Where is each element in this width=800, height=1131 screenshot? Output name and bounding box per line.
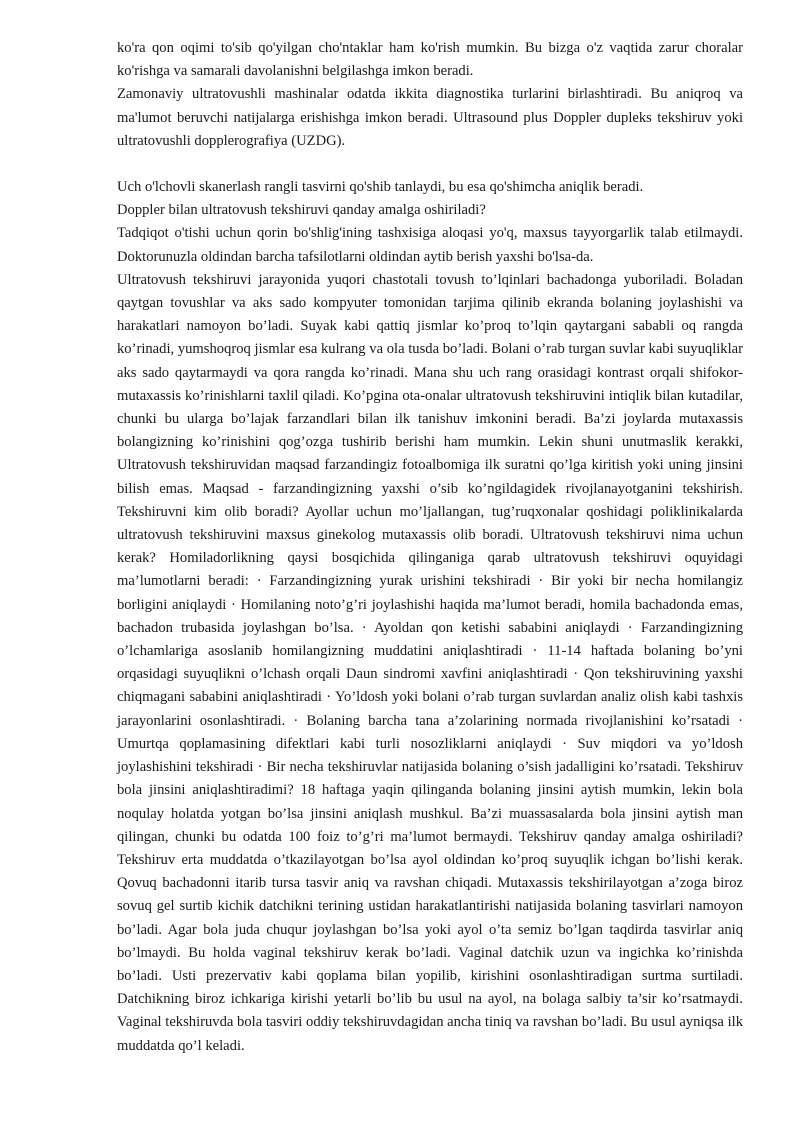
section-question-doppler: Doppler bilan ultratovush tekshiruvi qanday amalga oshiriladi? bbox=[117, 202, 486, 219]
paragraph-blood-flow: ko'ra qon oqimi to'sib qo'yilgan cho'ntaklar ham ko'rish mumkin. Bu bizga o'z vaqtida zarur choralar ko'rishga va samarali davolanishni belgilashga imkon beradi. bbox=[117, 40, 743, 80]
paragraph-ultrasound-process: Ultratovush tekshiruvi jarayonida yuqori chastotali tovush to’lqinlari bachadonga yuboriladi. Boladan qaytgan tovushlar va aks sado kompyuter tomonidan tarjima qilinib ekranda bolaning joylashishi va harakatlari namoyon bo’ladi. Suyak kabi qattiq jismlar ko’proq to’lqin qaytargani sababli oq rangda ko’rinadi, yumshoqroq jismlar esa kulrang va ola tusda bo’ladi. Bolani o’rab turgan suvlar kabi suyuqliklar aks sado qaytarmaydi va qora rangda ko’rinadi. Mana shu uch rang orasidagi kontrast orqali shifokor-mutaxassis ko’rinishlarni taxlil qiladi. Ko’pgina ota-onalar ultratovush tekshiruvini intiqlik bilan kutadilar, chunki bu ularga bo’lajak farzandlari bilan ilk tanishuv imkonini beradi. Ba’zi joylarda mutaxassis bolangizning ko’rinishini qog’ozga tushirib berishi ham mumkin. Lekin shuni unutmaslik kerakki, Ultratovush tekshiruvidan maqsad farzandingiz fotoalbomiga ilk suratni qo’lga kiritish yoki uning jinsini bilish emas. Maqsad - farzandingizning yaxshi o’sib ko’ngildagidek rivojlanayotganini tekshirish. Tekshiruvni kim olib boradi? Ayollar uchun mo’ljallangan, tug’ruqxonalar qoshidagi poliklinikalarda ultratovush tekshiruvini maxsus ginekolog mutaxassis olib boradi. Ultratovush tekshiruvi nima uchun kerak? Homiladorlikning qaysi bosqichida qilinganiga qarab ultratovush tekshiruvi oquyidagi ma’lumotlarni beradi: · Farzandingizning yurak urishini tekshiradi · Bir yoki bir necha homilangiz borligini aniqlaydi · Homilaning noto’g’ri joylashishi haqida ma’lumot beradi, homila bachadonda emas, bachadon trubasida joylashgan bo’lsa. · Ayoldan qon ketishi sababini aniqlaydi · Farzandingizning o’lchamlariga asoslanib homilangizning muddatini aniqlashtiradi · 11-14 haftada bolaning bo’yni orqasidagi suyuqlikni o’lchash orqali Daun sindromi xavfini aniqlashtiradi · Qon tekshiruvining yaxshi chiqmagani sababini aniqlashtiradi · Yo’ldosh yoki bolani o’rab turgan suvlardan analiz olish kabi tashxis jarayonlarini osonlashtiradi. · Bolaning barcha tana a’zolarining normada rivojlanishini ko’rsatadi · Umurtqa qoplamasining difektlari kabi turli nosozliklarni aniqlaydi · Suv miqdori va yo’ldosh joylashishini tekshiradi · Bir necha tekshiruvlar natijasida bolaning o’sish jadalligini ko’rsatadi. Tekshiruv bola jinsini aniqlashtiradimi? 18 haftaga yaqin qilinganda bolaning jinsini aytish mumkin, lekin bola noqulay holatda yotgan bo’lsa jinsini aniqlash mushkul. Ba’zi muassasalarda bola jinsini aytish man qilingan, chunki bu odatda 100 foiz to’g’ri ma’lumot bermaydi. Tekshiruv qanday amalga oshiriladi? Tekshiruv erta muddatda o’tkazilayotgan bo’lsa ayol oldindan ko’proq suyuqlik ichgan bo’lishi kerak. Qovuq bachadonni itarib tursa tasvir aniq va ravshan chiqadi. Mutaxassis tekshirilayotgan a’zoga biroz sovuq gel surtib kichik datchikni terining ustidan harakatlantirishi natijasida bolaning tasvirlari namoyon bo’ladi. Agar bola juda chuqur joylashgan bo’lsa yoki ayol o’ta semiz bo’lgan taqdirda tasvirlar aniq bo’lmaydi. Bu holda vaginal tekshiruv kerak bo’ladi. Vaginal datchik uzun va ingichka ko’rinishda bo’ladi. Usti prezervativ kabi qoplama bilan yopilib, kirishini osonlashtiradigan surtma surtiladi. Datchikning biroz ichkariga kirishi yetarli bo’lib bu usul na ayol, na bolaga salbiy ta’sir ko’rsatmaydi. Vaginal tekshiruvda bola tasviri oddiy tekshiruvdagidan ancha tiniq va ravshan bo’ladi. Bu usul ayniqsa ilk muddatda qo’l keladi. bbox=[117, 271, 743, 1054]
paragraph-preparation: Tadqiqot o'tishi uchun qorin bo'shlig'ining tashxisiga aloqasi yo'q, maxsus tayyorgarlik talab etilmaydi. Doktorunuzla oldindan barcha tafsilotlarni oldindan aytib berish yaxshi bo'lsa-da. bbox=[117, 225, 743, 265]
paragraph-3d-scanning: Uch o'lchovli skanerlash rangli tasvirni qo'shib tanlaydi, bu esa qo'shimcha aniqlik beradi. bbox=[117, 179, 644, 196]
document-page bbox=[117, 37, 743, 1058]
paragraph-gap bbox=[117, 153, 743, 176]
paragraph-modern-machines: Zamonaviy ultratovushli mashinalar odatda ikkita diagnostika turlarini birlashtiradi. Bu aniqroq va ma'lumot beruvchi natijalarga erishishga imkon beradi. Ultrasound plus Doppler dupleks tekshiruv yoki ultratovushli dopplerografiya (UZDG). bbox=[117, 86, 743, 149]
